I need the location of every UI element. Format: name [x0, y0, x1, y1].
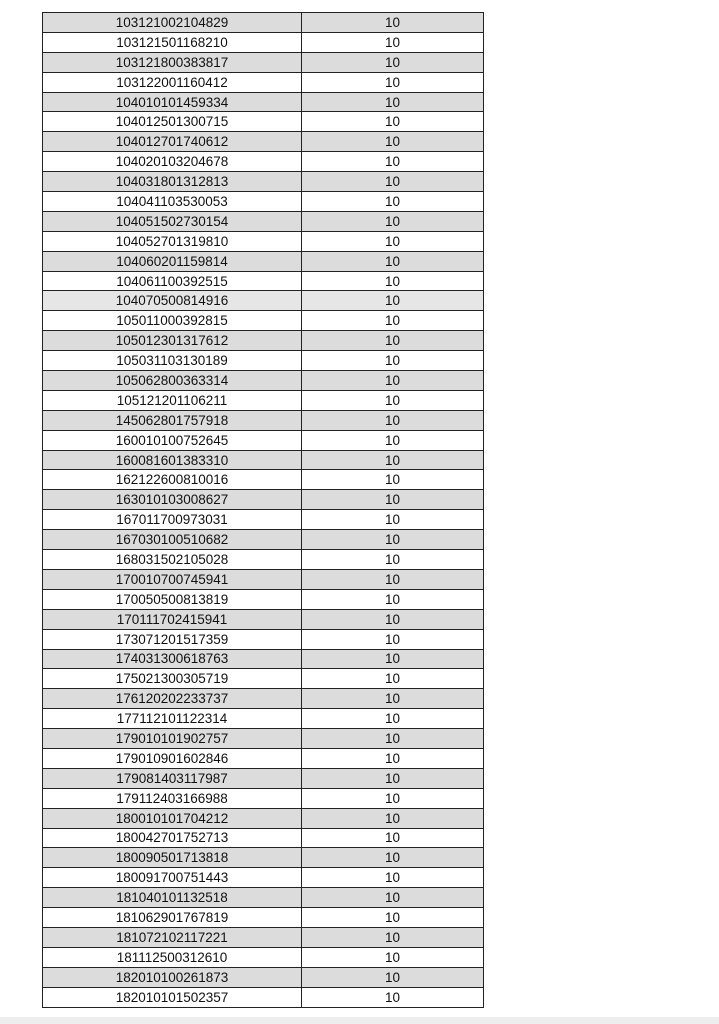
table-row [43, 152, 484, 172]
row-id-cell: 104031801312813 [43, 172, 302, 192]
row-value-cell: 10 [302, 748, 484, 768]
table-row [43, 908, 484, 928]
table-row [43, 888, 484, 908]
row-value-cell: 10 [302, 927, 484, 947]
row-value-cell: 10 [302, 888, 484, 908]
row-value-cell: 10 [302, 709, 484, 729]
row-value-cell: 10 [302, 112, 484, 132]
table-row [43, 530, 484, 550]
data-table [42, 12, 484, 1008]
table-row [43, 430, 484, 450]
table-row [43, 251, 484, 271]
table-row [43, 490, 484, 510]
page-bottom-edge [0, 1017, 719, 1024]
row-value-cell: 10 [302, 569, 484, 589]
row-value-cell: 10 [302, 291, 484, 311]
row-value-cell: 10 [302, 848, 484, 868]
row-value-cell: 10 [302, 987, 484, 1007]
row-value-cell: 10 [302, 649, 484, 669]
table-row [43, 192, 484, 212]
table-row [43, 729, 484, 749]
row-value-cell: 10 [302, 371, 484, 391]
row-value-cell: 10 [302, 729, 484, 749]
table-row [43, 351, 484, 371]
table-row [43, 569, 484, 589]
row-id-cell: 145062801757918 [43, 410, 302, 430]
table-row [43, 669, 484, 689]
row-id-cell: 104041103530053 [43, 192, 302, 212]
table-row [43, 550, 484, 570]
row-value-cell: 10 [302, 589, 484, 609]
row-id-cell: 105011000392815 [43, 311, 302, 331]
row-id-cell: 162122600810016 [43, 470, 302, 490]
row-value-cell: 10 [302, 908, 484, 928]
row-id-cell: 103122001160412 [43, 72, 302, 92]
table-row [43, 72, 484, 92]
row-value-cell: 10 [302, 13, 484, 33]
row-id-cell: 174031300618763 [43, 649, 302, 669]
row-value-cell: 10 [302, 450, 484, 470]
row-id-cell: 168031502105028 [43, 550, 302, 570]
row-id-cell: 104012701740612 [43, 132, 302, 152]
table-row [43, 112, 484, 132]
table-row [43, 410, 484, 430]
table-row [43, 32, 484, 52]
row-value-cell: 10 [302, 251, 484, 271]
row-value-cell: 10 [302, 410, 484, 430]
table-row [43, 291, 484, 311]
row-id-cell: 103121800383817 [43, 52, 302, 72]
row-value-cell: 10 [302, 172, 484, 192]
row-value-cell: 10 [302, 808, 484, 828]
table-row [43, 470, 484, 490]
row-value-cell: 10 [302, 311, 484, 331]
row-value-cell: 10 [302, 788, 484, 808]
row-value-cell: 10 [302, 868, 484, 888]
row-id-cell: 179112403166988 [43, 788, 302, 808]
row-id-cell: 167011700973031 [43, 510, 302, 530]
table-row [43, 927, 484, 947]
row-value-cell: 10 [302, 629, 484, 649]
table-row [43, 868, 484, 888]
row-id-cell: 170050500813819 [43, 589, 302, 609]
table-row [43, 510, 484, 530]
table-row [43, 390, 484, 410]
table-row [43, 649, 484, 669]
row-value-cell: 10 [302, 52, 484, 72]
row-id-cell: 105031103130189 [43, 351, 302, 371]
row-id-cell: 104012501300715 [43, 112, 302, 132]
row-id-cell: 103121501168210 [43, 32, 302, 52]
row-id-cell: 105121201106211 [43, 390, 302, 410]
row-value-cell: 10 [302, 947, 484, 967]
row-value-cell: 10 [302, 92, 484, 112]
table-row [43, 709, 484, 729]
row-id-cell: 104070500814916 [43, 291, 302, 311]
row-id-cell: 180010101704212 [43, 808, 302, 828]
row-value-cell: 10 [302, 490, 484, 510]
table-row [43, 311, 484, 331]
table-row [43, 808, 484, 828]
table-row [43, 768, 484, 788]
table-row [43, 92, 484, 112]
table-row [43, 211, 484, 231]
row-id-cell: 104061100392515 [43, 271, 302, 291]
row-value-cell: 10 [302, 211, 484, 231]
table-row [43, 271, 484, 291]
row-value-cell: 10 [302, 430, 484, 450]
row-value-cell: 10 [302, 192, 484, 212]
row-value-cell: 10 [302, 351, 484, 371]
table-row [43, 748, 484, 768]
table-row [43, 132, 484, 152]
table-row [43, 987, 484, 1007]
row-id-cell: 182010100261873 [43, 967, 302, 987]
row-value-cell: 10 [302, 530, 484, 550]
row-id-cell: 160081601383310 [43, 450, 302, 470]
row-id-cell: 175021300305719 [43, 669, 302, 689]
row-id-cell: 180042701752713 [43, 828, 302, 848]
table-row [43, 450, 484, 470]
row-id-cell: 179010101902757 [43, 729, 302, 749]
row-value-cell: 10 [302, 271, 484, 291]
row-value-cell: 10 [302, 967, 484, 987]
row-id-cell: 163010103008627 [43, 490, 302, 510]
row-id-cell: 181112500312610 [43, 947, 302, 967]
row-value-cell: 10 [302, 669, 484, 689]
table-row [43, 172, 484, 192]
table-row [43, 788, 484, 808]
row-value-cell: 10 [302, 72, 484, 92]
table-row [43, 52, 484, 72]
row-id-cell: 104060201159814 [43, 251, 302, 271]
row-value-cell: 10 [302, 550, 484, 570]
table-row [43, 629, 484, 649]
table-row [43, 609, 484, 629]
row-id-cell: 104010101459334 [43, 92, 302, 112]
row-value-cell: 10 [302, 231, 484, 251]
row-value-cell: 10 [302, 689, 484, 709]
row-value-cell: 10 [302, 390, 484, 410]
table-row [43, 689, 484, 709]
row-id-cell: 181062901767819 [43, 908, 302, 928]
row-id-cell: 170010700745941 [43, 569, 302, 589]
row-id-cell: 170111702415941 [43, 609, 302, 629]
table-row [43, 231, 484, 251]
row-id-cell: 179081403117987 [43, 768, 302, 788]
row-id-cell: 180091700751443 [43, 868, 302, 888]
row-id-cell: 179010901602846 [43, 748, 302, 768]
row-id-cell: 103121002104829 [43, 13, 302, 33]
row-id-cell: 181040101132518 [43, 888, 302, 908]
row-value-cell: 10 [302, 828, 484, 848]
table-row [43, 331, 484, 351]
table-body [43, 13, 484, 1008]
table-row [43, 589, 484, 609]
row-value-cell: 10 [302, 331, 484, 351]
row-value-cell: 10 [302, 609, 484, 629]
row-value-cell: 10 [302, 470, 484, 490]
row-id-cell: 104020103204678 [43, 152, 302, 172]
table-row [43, 967, 484, 987]
row-id-cell: 182010101502357 [43, 987, 302, 1007]
table-row [43, 828, 484, 848]
row-value-cell: 10 [302, 132, 484, 152]
row-id-cell: 180090501713818 [43, 848, 302, 868]
row-value-cell: 10 [302, 510, 484, 530]
table-row [43, 848, 484, 868]
row-id-cell: 176120202233737 [43, 689, 302, 709]
table-row [43, 13, 484, 33]
row-value-cell: 10 [302, 768, 484, 788]
row-id-cell: 105012301317612 [43, 331, 302, 351]
row-id-cell: 104052701319810 [43, 231, 302, 251]
row-id-cell: 167030100510682 [43, 530, 302, 550]
row-value-cell: 10 [302, 32, 484, 52]
table-row [43, 947, 484, 967]
table-row [43, 371, 484, 391]
row-id-cell: 173071201517359 [43, 629, 302, 649]
row-id-cell: 177112101122314 [43, 709, 302, 729]
row-id-cell: 181072102117221 [43, 927, 302, 947]
row-id-cell: 104051502730154 [43, 211, 302, 231]
row-value-cell: 10 [302, 152, 484, 172]
row-id-cell: 105062800363314 [43, 371, 302, 391]
row-id-cell: 160010100752645 [43, 430, 302, 450]
